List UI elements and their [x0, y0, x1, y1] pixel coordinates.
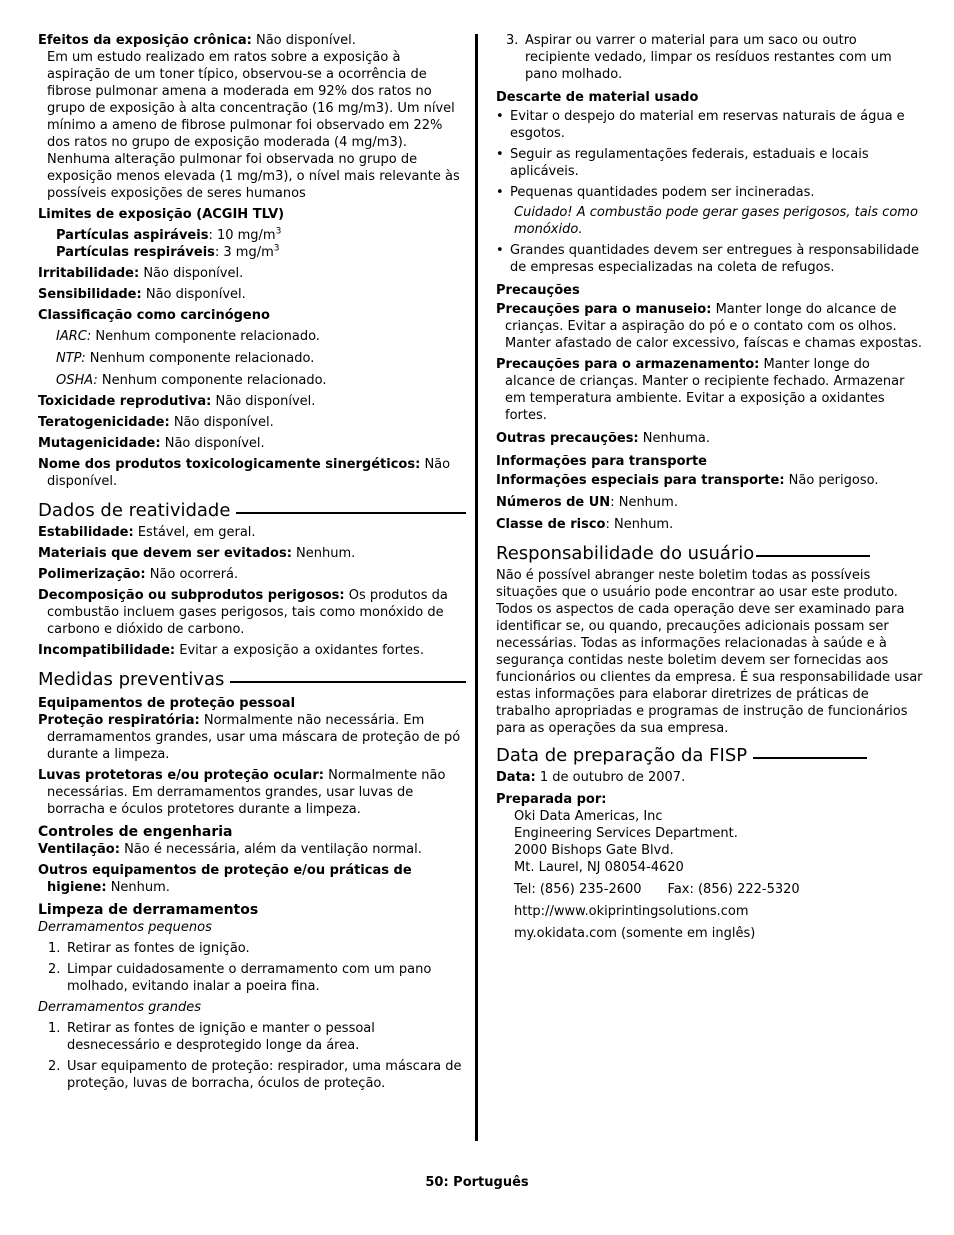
- bullet-text: Evitar o despejo do material em reservas naturais de água e esgotos.: [510, 109, 905, 141]
- bullet-text: Grandes quantidades devem ser entregues à responsabilidade de empresas especializadas na coleta de refugos.: [510, 243, 919, 275]
- incompatibility: [38, 642, 466, 659]
- bullet-text: Seguir as regulamentações federais, estaduais e locais aplicáveis.: [510, 147, 869, 179]
- risk-class: [496, 516, 924, 533]
- disposal-heading: Descarte de material usado: [496, 90, 699, 105]
- sensitivity-value: Não disponível.: [145, 287, 246, 302]
- synergic-label: Nome dos produtos toxicologicamente sinergéticos:: [38, 457, 421, 472]
- page-footer: 50: Português: [425, 1175, 529, 1190]
- chronic-value: Não disponível.: [255, 33, 356, 48]
- risk-value: : Nenhum.: [605, 517, 674, 532]
- carcinogen-list: [38, 328, 466, 389]
- list-item: [496, 242, 924, 276]
- avoid-label: Materiais que devem ser evitados:: [38, 546, 292, 561]
- vent-value: Não é necessária, além da ventilação normal.: [124, 842, 422, 857]
- sensitivity-label: Sensibilidade:: [38, 287, 142, 302]
- list-item: [496, 184, 924, 201]
- respiratory-protection: [38, 712, 466, 763]
- cube-superscript: 3: [275, 226, 282, 237]
- fax: Fax: (856) 222-5320: [667, 882, 800, 897]
- risk-label: Classe de risco: [496, 517, 606, 532]
- address-line: Oki Data Americas, Inc: [514, 809, 663, 824]
- preventive-title-text: Medidas preventivas: [38, 669, 225, 690]
- engineering-heading: Controles de engenharia: [38, 824, 233, 840]
- address: [496, 808, 924, 876]
- gloves-value: Normalmente não necessárias. Em derramamentos grandes, usar luvas de borracha e óculos protetores durante a limpeza.: [47, 768, 446, 817]
- bullet-text: Pequenas quantidades podem ser incineradas.: [510, 185, 815, 200]
- reactivity-title-text: Dados de reatividade: [38, 500, 231, 521]
- incompat-value: Evitar a exposição a oxidantes fortes.: [179, 643, 424, 658]
- osha-value: Nenhum componente relacionado.: [101, 373, 327, 388]
- mutagenicity: [38, 435, 466, 452]
- date-value: 1 de outubro de 2007.: [539, 770, 686, 785]
- step-number: 3.: [506, 33, 519, 48]
- vent-label: Ventilação:: [38, 842, 120, 857]
- decomposition: [38, 587, 466, 638]
- limits-heading: Limites de exposição (ACGIH TLV): [38, 207, 285, 222]
- step-text: Aspirar ou varrer o material para um saco ou outro recipiente vedado, limpar os resíduos restantes com um pano molhado.: [525, 33, 892, 82]
- irritability: [38, 265, 466, 282]
- storage-label: Precauções para o armazenamento:: [496, 357, 760, 372]
- website-link[interactable]: http://www.okiprintingsolutions.com: [514, 904, 749, 919]
- special-transport: [496, 472, 924, 489]
- respirable-label: Partículas respiráveis: [56, 245, 215, 260]
- resp-value: Normalmente não necessária. Em derramamentos grandes, usar uma máscara de proteção de pó durante a limpeza.: [47, 713, 461, 762]
- decomp-label: Decomposição ou subprodutos perigosos:: [38, 588, 345, 603]
- disposal-note: Cuidado! A combustão pode gerar gases perigosos, tais como monóxido.: [514, 205, 918, 237]
- un-value: : Nenhum.: [610, 495, 678, 510]
- bullet-icon: •: [496, 147, 504, 162]
- avoid-value: Nenhum.: [296, 546, 356, 561]
- cube-superscript: 3: [273, 243, 280, 254]
- step-text: Retirar as fontes de ignição e manter o pessoal desnecessário e desprotegido longe da área.: [67, 1021, 375, 1053]
- polymer-label: Polimerização:: [38, 567, 146, 582]
- storage-value: Manter longe do alcance de crianças. Manter o recipiente fechado. Armazenar em temperatura ambiente. Evitar a exposição a oxidantes fortes.: [505, 357, 905, 423]
- special-value: Não perigoso.: [788, 473, 879, 488]
- list-item: [496, 108, 924, 142]
- list-item: [496, 146, 924, 180]
- special-label: Informações especiais para transporte:: [496, 473, 785, 488]
- ventilation: [38, 841, 466, 858]
- reactivity-title: [38, 500, 466, 522]
- step-number: 1.: [48, 1021, 61, 1036]
- title-rule: [230, 681, 466, 683]
- iarc-label: IARC:: [56, 329, 92, 344]
- other-ppe-label: Outros equipamentos de proteção e/ou práticas de higiene:: [38, 863, 412, 895]
- stability-value: Estável, em geral.: [137, 525, 256, 540]
- stability-label: Estabilidade:: [38, 525, 134, 540]
- list-item: [38, 940, 466, 957]
- user-responsibility-text: Não é possível abranger neste boletim todas as possíveis situações que o usuário pode encontrar ao usar este produto. Todos os aspectos de cada operação deve ser examinado para identificar se, ou quando, precauções adicionais possam ser necessárias. Todas as informações relacionadas à saúde e à segurança contidas neste boletim devem ser fornecidas aos funcionários ou clientes da empresa. É sua responsabilidade usar estas informações para elaborar diretrizes de práticas de trabalho apropriadas e programas de instrução de funcionários para as operações da sua empresa.: [496, 568, 923, 736]
- respirable-value: : 3 mg/m: [214, 245, 274, 260]
- column-divider: [475, 34, 478, 1141]
- limits-values: [38, 227, 466, 261]
- gloves-label: Luvas protetoras e/ou proteção ocular:: [38, 768, 324, 783]
- title-rule: [753, 757, 867, 759]
- date-label: Data:: [496, 770, 536, 785]
- ntp-label: NTP:: [56, 351, 86, 366]
- other-prec-label: Outras precauções:: [496, 431, 639, 446]
- decomp-value: Os produtos da combustão incluem gases perigosos, tais como monóxido de carbono e dióxido de carbono.: [47, 588, 448, 637]
- osha-label: OSHA:: [56, 373, 98, 388]
- aspirable-label: Partículas aspiráveis: [56, 228, 209, 243]
- precautions-heading: Precauções: [496, 283, 580, 298]
- list-item: [496, 32, 924, 83]
- un-label: Números de UN: [496, 495, 611, 510]
- reproductive-toxicity: [38, 393, 466, 410]
- other-ppe: [38, 862, 466, 896]
- user-responsibility-title: [496, 543, 924, 565]
- irritability-label: Irritabilidade:: [38, 266, 140, 281]
- list-item: [38, 1020, 466, 1054]
- stability: [38, 524, 466, 541]
- title-rule: [756, 555, 870, 557]
- user-title-text: Responsabilidade do usuário: [496, 543, 755, 564]
- teratogenicity: [38, 414, 466, 431]
- chronic-label: Efeitos da exposição crônica:: [38, 33, 252, 48]
- step-number: 2.: [48, 962, 61, 977]
- synergic-products: [38, 456, 466, 490]
- terato-label: Teratogenicidade:: [38, 415, 170, 430]
- muta-value: Não disponível.: [164, 436, 265, 451]
- preparation-date-title: [496, 745, 924, 767]
- title-rule: [236, 512, 466, 514]
- step-number: 1.: [48, 941, 61, 956]
- prepared-by-label: Preparada por:: [496, 792, 607, 807]
- resp-label: Proteção respiratória:: [38, 713, 200, 728]
- handling-value: Manter longe do alcance de crianças. Evitar a aspiração do pó e o contato com os olhos. Manter afastado de calor excessivo, faíscas e chamas expostas.: [505, 302, 923, 351]
- materials-to-avoid: [38, 545, 466, 562]
- address-line: 2000 Bishops Gate Blvd.: [514, 843, 674, 858]
- ntp-value: Nenhum componente relacionado.: [89, 351, 315, 366]
- list-item: [38, 1058, 466, 1092]
- aspirable-value: : 10 mg/m: [208, 228, 276, 243]
- synergic-value: Não disponível.: [47, 457, 451, 489]
- bullet-icon: •: [496, 243, 504, 258]
- step-text: Retirar as fontes de ignição.: [67, 941, 250, 956]
- other-precautions: [496, 430, 924, 447]
- bullet-icon: •: [496, 185, 504, 200]
- left-column: [38, 32, 466, 1092]
- iarc-value: Nenhum componente relacionado.: [95, 329, 320, 344]
- phone-fax: [496, 881, 924, 898]
- polymerization: [38, 566, 466, 583]
- list-item: [38, 961, 466, 995]
- spill-heading: Limpeza de derramamentos: [38, 902, 259, 918]
- date: [496, 769, 924, 786]
- handling-precautions: [496, 301, 924, 352]
- terato-value: Não disponível.: [173, 415, 274, 430]
- address-line: Engineering Services Department.: [514, 826, 738, 841]
- handling-label: Precauções para o manuseio:: [496, 302, 712, 317]
- polymer-value: Não ocorrerá.: [149, 567, 239, 582]
- ppe-heading: Equipamentos de proteção pessoal: [38, 696, 296, 711]
- prep-title-text: Data de preparação da FISP: [496, 745, 748, 766]
- transport-heading: Informações para transporte: [496, 454, 707, 469]
- preventive-title: [38, 669, 466, 691]
- irritability-value: Não disponível.: [143, 266, 244, 281]
- step-text: Limpar cuidadosamente o derramamento com um pano molhado, evitando inalar a poeira fina.: [67, 962, 432, 994]
- repro-value: Não disponível.: [215, 394, 316, 409]
- right-column: [496, 32, 924, 942]
- sensitivity: [38, 286, 466, 303]
- storage-precautions: [496, 356, 924, 424]
- muta-label: Mutagenicidade:: [38, 436, 161, 451]
- bullet-icon: •: [496, 109, 504, 124]
- step-text: Usar equipamento de proteção: respirador, uma máscara de proteção, luvas de borracha, óculos de proteção.: [67, 1059, 462, 1091]
- repro-label: Toxicidade reprodutiva:: [38, 394, 212, 409]
- okidata-link[interactable]: my.okidata.com (somente em inglês): [514, 926, 756, 941]
- address-line: Mt. Laurel, NJ 08054-4620: [514, 860, 684, 875]
- un-numbers: [496, 494, 924, 511]
- chronic-exposure: [38, 32, 466, 49]
- gloves-eye-protection: [38, 767, 466, 818]
- large-spills-label: Derramamentos grandes: [38, 1000, 201, 1015]
- other-ppe-value: Nenhum.: [110, 880, 170, 895]
- carcinogen-heading: Classificação como carcinógeno: [38, 308, 270, 323]
- step-number: 2.: [48, 1059, 61, 1074]
- chronic-text: Em um estudo realizado em ratos sobre a exposição à aspiração de um toner típico, observou-se a ocorrência de fibrose pulmonar amena a moderada em 92% dos ratos no grupo de exposição à alta concentração (16 mg/m3). Um nível mínimo a ameno de fibrose pulmonar foi observado em 22% dos ratos no grupo de exposição moderada (4 mg/m3). Nenhuma alteração pulmonar foi observada no grupo de exposição menos elevada (1 mg/m3), o nível mais relevante às possíveis exposições de seres humanos: [47, 50, 460, 201]
- telephone: Tel: (856) 235-2600: [514, 882, 642, 897]
- small-spills-label: Derramamentos pequenos: [38, 920, 212, 935]
- incompat-label: Incompatibilidade:: [38, 643, 176, 658]
- other-prec-value: Nenhuma.: [642, 431, 710, 446]
